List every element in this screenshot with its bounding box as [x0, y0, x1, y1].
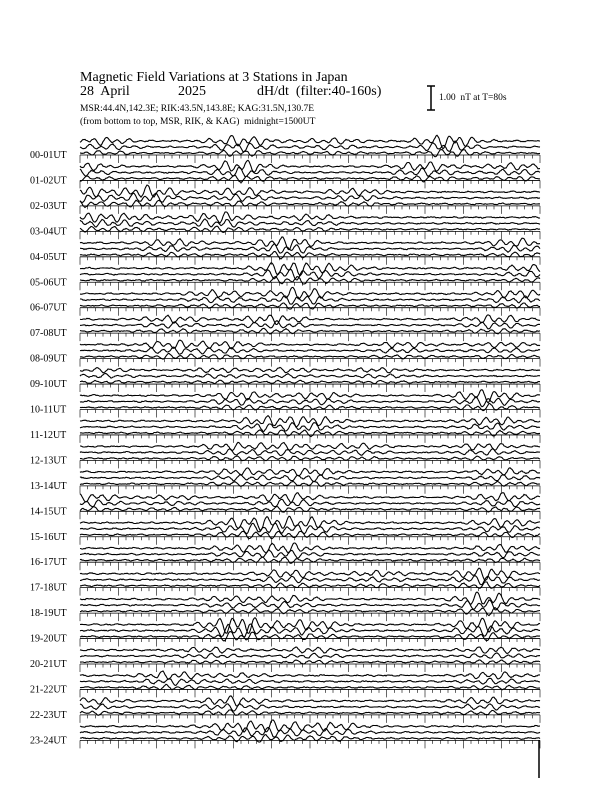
hour-row: [30, 516, 540, 545]
date-day-month: 28 April: [80, 84, 130, 99]
row-ticks: [80, 206, 540, 214]
hour-row: [30, 340, 540, 367]
hour-label: 04-05UT: [30, 251, 67, 263]
hour-label: 14-15UT: [30, 506, 67, 518]
row-ticks: [80, 537, 540, 545]
row-ticks: [80, 486, 540, 494]
hour-label: 05-06UT: [30, 277, 67, 289]
hour-row: [30, 416, 540, 443]
hour-row: [30, 618, 540, 647]
trace-rik: [80, 653, 540, 658]
trace-rik: [80, 397, 540, 407]
trace-rik: [80, 321, 540, 329]
quantity-filter-label: dH/dt (filter:40-160s): [257, 84, 382, 99]
trace-kag: [80, 468, 540, 476]
hour-row: [30, 696, 540, 723]
hour-label: 00-01UT: [30, 150, 67, 161]
row-ticks: [80, 257, 540, 265]
hour-label: 10-11UT: [30, 404, 67, 416]
hour-label: 09-10UT: [30, 379, 67, 391]
hour-row: [30, 647, 540, 672]
hour-row: [30, 592, 540, 621]
trace-rik: [80, 678, 540, 685]
hour-label: 20-21UT: [30, 659, 67, 670]
trace-rik: [80, 600, 540, 610]
row-ticks: [80, 562, 540, 570]
hour-label: 16-17UT: [30, 557, 67, 569]
hour-label: 19-20UT: [30, 633, 67, 645]
trace-msr: [80, 456, 540, 461]
hour-rows: [30, 135, 540, 748]
hour-label: 13-14UT: [30, 480, 67, 492]
hour-row: [30, 212, 540, 239]
hour-label: 12-13UT: [30, 455, 67, 467]
trace-msr: [80, 710, 540, 716]
hour-label: 18-19UT: [30, 608, 67, 620]
trace-rik: [80, 550, 540, 558]
date-year: 2025: [178, 84, 206, 99]
trace-rik: [80, 499, 540, 507]
hour-label: 08-09UT: [30, 353, 67, 365]
row-ticks: [80, 333, 540, 341]
trace-rik: [80, 523, 540, 533]
hour-label: 06-07UT: [30, 302, 67, 314]
trace-rik: [80, 374, 540, 379]
row-ticks: [80, 282, 540, 290]
trace-rik: [80, 193, 540, 202]
scale-bar-label: 1.00 nT at T=80s: [439, 93, 507, 103]
hour-row: [30, 543, 540, 570]
scale-bar: [427, 86, 435, 110]
trace-rik: [80, 219, 540, 227]
row-ticks: [80, 664, 540, 672]
row-ticks: [80, 740, 540, 748]
hour-label: 11-12UT: [30, 429, 67, 441]
hour-row: [30, 367, 540, 392]
row-ticks: [80, 588, 540, 596]
trace-rik: [80, 167, 540, 177]
hour-label: 01-02UT: [30, 175, 67, 187]
trace-kag: [80, 340, 540, 349]
trace-msr: [80, 380, 540, 384]
chart-title: Magnetic Field Variations at 3 Stations in Japan: [80, 70, 348, 85]
trace-rik: [80, 474, 540, 482]
trace-rik: [80, 296, 540, 304]
row-ticks: [80, 155, 540, 163]
hour-row: [30, 468, 540, 494]
hour-row: [30, 185, 540, 214]
trace-kag: [80, 315, 540, 325]
hour-row: [30, 568, 540, 596]
hour-row: [30, 160, 540, 188]
hour-row: [30, 135, 540, 163]
hour-label: 07-08UT: [30, 328, 67, 340]
trace-kag: [80, 696, 540, 706]
hour-label: 17-18UT: [30, 582, 67, 594]
row-ticks: [80, 359, 540, 367]
hour-label: 21-22UT: [30, 684, 67, 696]
hour-label: 15-16UT: [30, 531, 67, 543]
hour-label: 22-23UT: [30, 709, 67, 721]
hour-row: [30, 493, 540, 520]
row-ticks: [80, 308, 540, 316]
row-ticks: [80, 689, 540, 697]
row-ticks: [80, 384, 540, 392]
trace-rik: [80, 624, 540, 637]
row-ticks: [80, 410, 540, 418]
hour-row: [30, 287, 540, 315]
trace-rik: [80, 423, 540, 432]
trace-kag: [80, 367, 540, 372]
hour-row: [30, 315, 540, 341]
trace-rik: [80, 141, 540, 152]
row-ticks: [80, 460, 540, 468]
trace-kag: [80, 647, 540, 654]
hour-row: [30, 390, 540, 418]
station-order-note: (from bottom to top, MSR, RIK, & KAG) midnight=1500UT: [80, 117, 316, 127]
trace-kag: [80, 442, 540, 450]
hour-label: 03-04UT: [30, 226, 67, 238]
trace-kag: [80, 493, 540, 503]
hour-row: [30, 237, 540, 265]
row-ticks: [80, 613, 540, 621]
hour-row: [30, 671, 540, 697]
hour-row: [30, 720, 540, 749]
hour-label: 23-24UT: [30, 735, 67, 747]
station-coordinates: MSR:44.4N,142.3E; RIK:43.5N,143.8E; KAG:31.5N,130.7E: [80, 104, 315, 114]
hour-row: [30, 442, 540, 468]
hour-row: [30, 263, 540, 290]
trace-rik: [80, 576, 540, 585]
row-ticks: [80, 231, 540, 239]
trace-rik: [80, 704, 540, 711]
trace-kag: [80, 671, 540, 679]
row-ticks: [80, 639, 540, 647]
hour-label: 02-03UT: [30, 200, 67, 212]
row-ticks: [80, 715, 540, 723]
trace-rik: [80, 347, 540, 354]
